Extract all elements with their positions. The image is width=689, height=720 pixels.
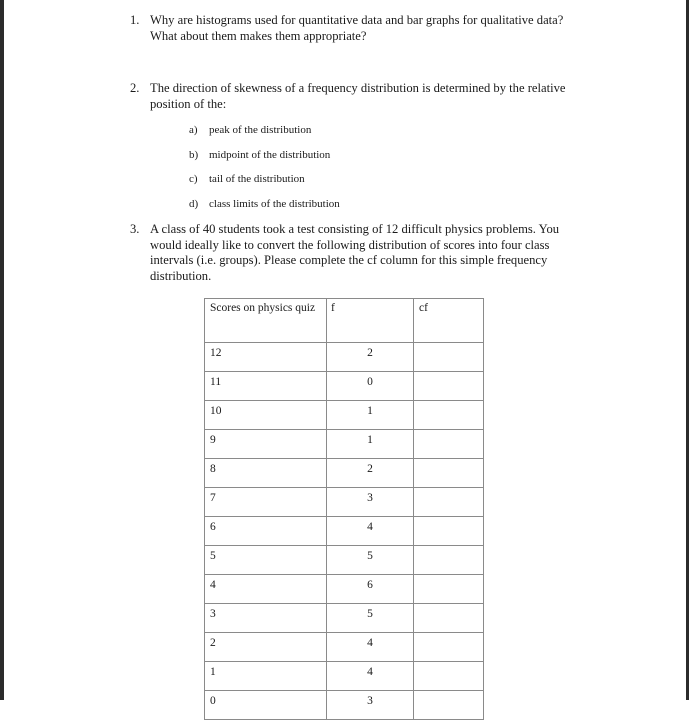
question-text: A class of 40 students took a test consisting of 12 difficult physics problems. You would ideally like to convert the following distribution of scores into four class intervals (i.e. groups). Please complete the cf column for this simple frequency distribution. <box>150 222 560 283</box>
table-row <box>205 546 484 575</box>
question-number: 3. <box>130 222 140 236</box>
score-cell: 6 <box>205 517 327 546</box>
table-row <box>205 691 484 720</box>
f-cell: 4 <box>327 662 414 691</box>
option-text: tail of the distribution <box>209 173 305 185</box>
table-row <box>205 343 484 372</box>
header-scores: Scores on physics quiz <box>205 299 327 343</box>
question-number: 1. <box>130 13 140 27</box>
score-cell: 0 <box>205 691 327 720</box>
option-label: b) <box>189 149 199 161</box>
header-cf: cf <box>414 299 484 343</box>
f-cell: 1 <box>327 401 414 430</box>
f-cell: 6 <box>327 575 414 604</box>
option-label: a) <box>189 124 198 136</box>
f-cell: 2 <box>327 343 414 372</box>
table-header-row <box>205 299 484 343</box>
score-cell: 7 <box>205 488 327 517</box>
cf-cell[interactable] <box>414 401 484 430</box>
table-row <box>205 575 484 604</box>
cf-cell[interactable] <box>414 343 484 372</box>
cf-cell[interactable] <box>414 662 484 691</box>
option-label: c) <box>189 173 198 185</box>
score-cell: 4 <box>205 575 327 604</box>
f-cell: 4 <box>327 633 414 662</box>
cf-cell[interactable] <box>414 575 484 604</box>
f-cell: 5 <box>327 604 414 633</box>
score-cell: 5 <box>205 546 327 575</box>
option-text: midpoint of the distribution <box>209 149 331 161</box>
f-cell: 4 <box>327 517 414 546</box>
cf-cell[interactable] <box>414 633 484 662</box>
f-cell: 3 <box>327 488 414 517</box>
table-row <box>205 662 484 691</box>
header-f: f <box>327 299 414 343</box>
score-cell: 12 <box>205 343 327 372</box>
table-row <box>205 488 484 517</box>
cf-cell[interactable] <box>414 459 484 488</box>
cf-cell[interactable] <box>414 372 484 401</box>
question-text: Why are histograms used for quantitative data and bar graphs for qualitative data? What about them makes them appropriate? <box>150 13 564 43</box>
table-row <box>205 633 484 662</box>
f-cell: 5 <box>327 546 414 575</box>
f-cell: 0 <box>327 372 414 401</box>
question-text: The direction of skewness of a frequency distribution is determined by the relative position of the: <box>150 81 566 111</box>
page-border-left <box>0 0 4 700</box>
option-label: d) <box>189 198 199 210</box>
cf-cell[interactable] <box>414 691 484 720</box>
option-text: peak of the distribution <box>209 124 312 136</box>
score-cell: 9 <box>205 430 327 459</box>
cf-cell[interactable] <box>414 517 484 546</box>
cf-cell[interactable] <box>414 604 484 633</box>
frequency-table <box>204 298 484 720</box>
score-cell: 3 <box>205 604 327 633</box>
score-cell: 10 <box>205 401 327 430</box>
table-row <box>205 372 484 401</box>
cf-cell[interactable] <box>414 546 484 575</box>
score-cell: 1 <box>205 662 327 691</box>
score-cell: 11 <box>205 372 327 401</box>
table-row <box>205 459 484 488</box>
table-row <box>205 401 484 430</box>
table-row <box>205 430 484 459</box>
cf-cell[interactable] <box>414 488 484 517</box>
cf-cell[interactable] <box>414 430 484 459</box>
score-cell: 2 <box>205 633 327 662</box>
table-row <box>205 604 484 633</box>
table-row <box>205 517 484 546</box>
question-number: 2. <box>130 81 140 95</box>
score-cell: 8 <box>205 459 327 488</box>
f-cell: 2 <box>327 459 414 488</box>
option-text: class limits of the distribution <box>209 198 340 210</box>
f-cell: 3 <box>327 691 414 720</box>
f-cell: 1 <box>327 430 414 459</box>
